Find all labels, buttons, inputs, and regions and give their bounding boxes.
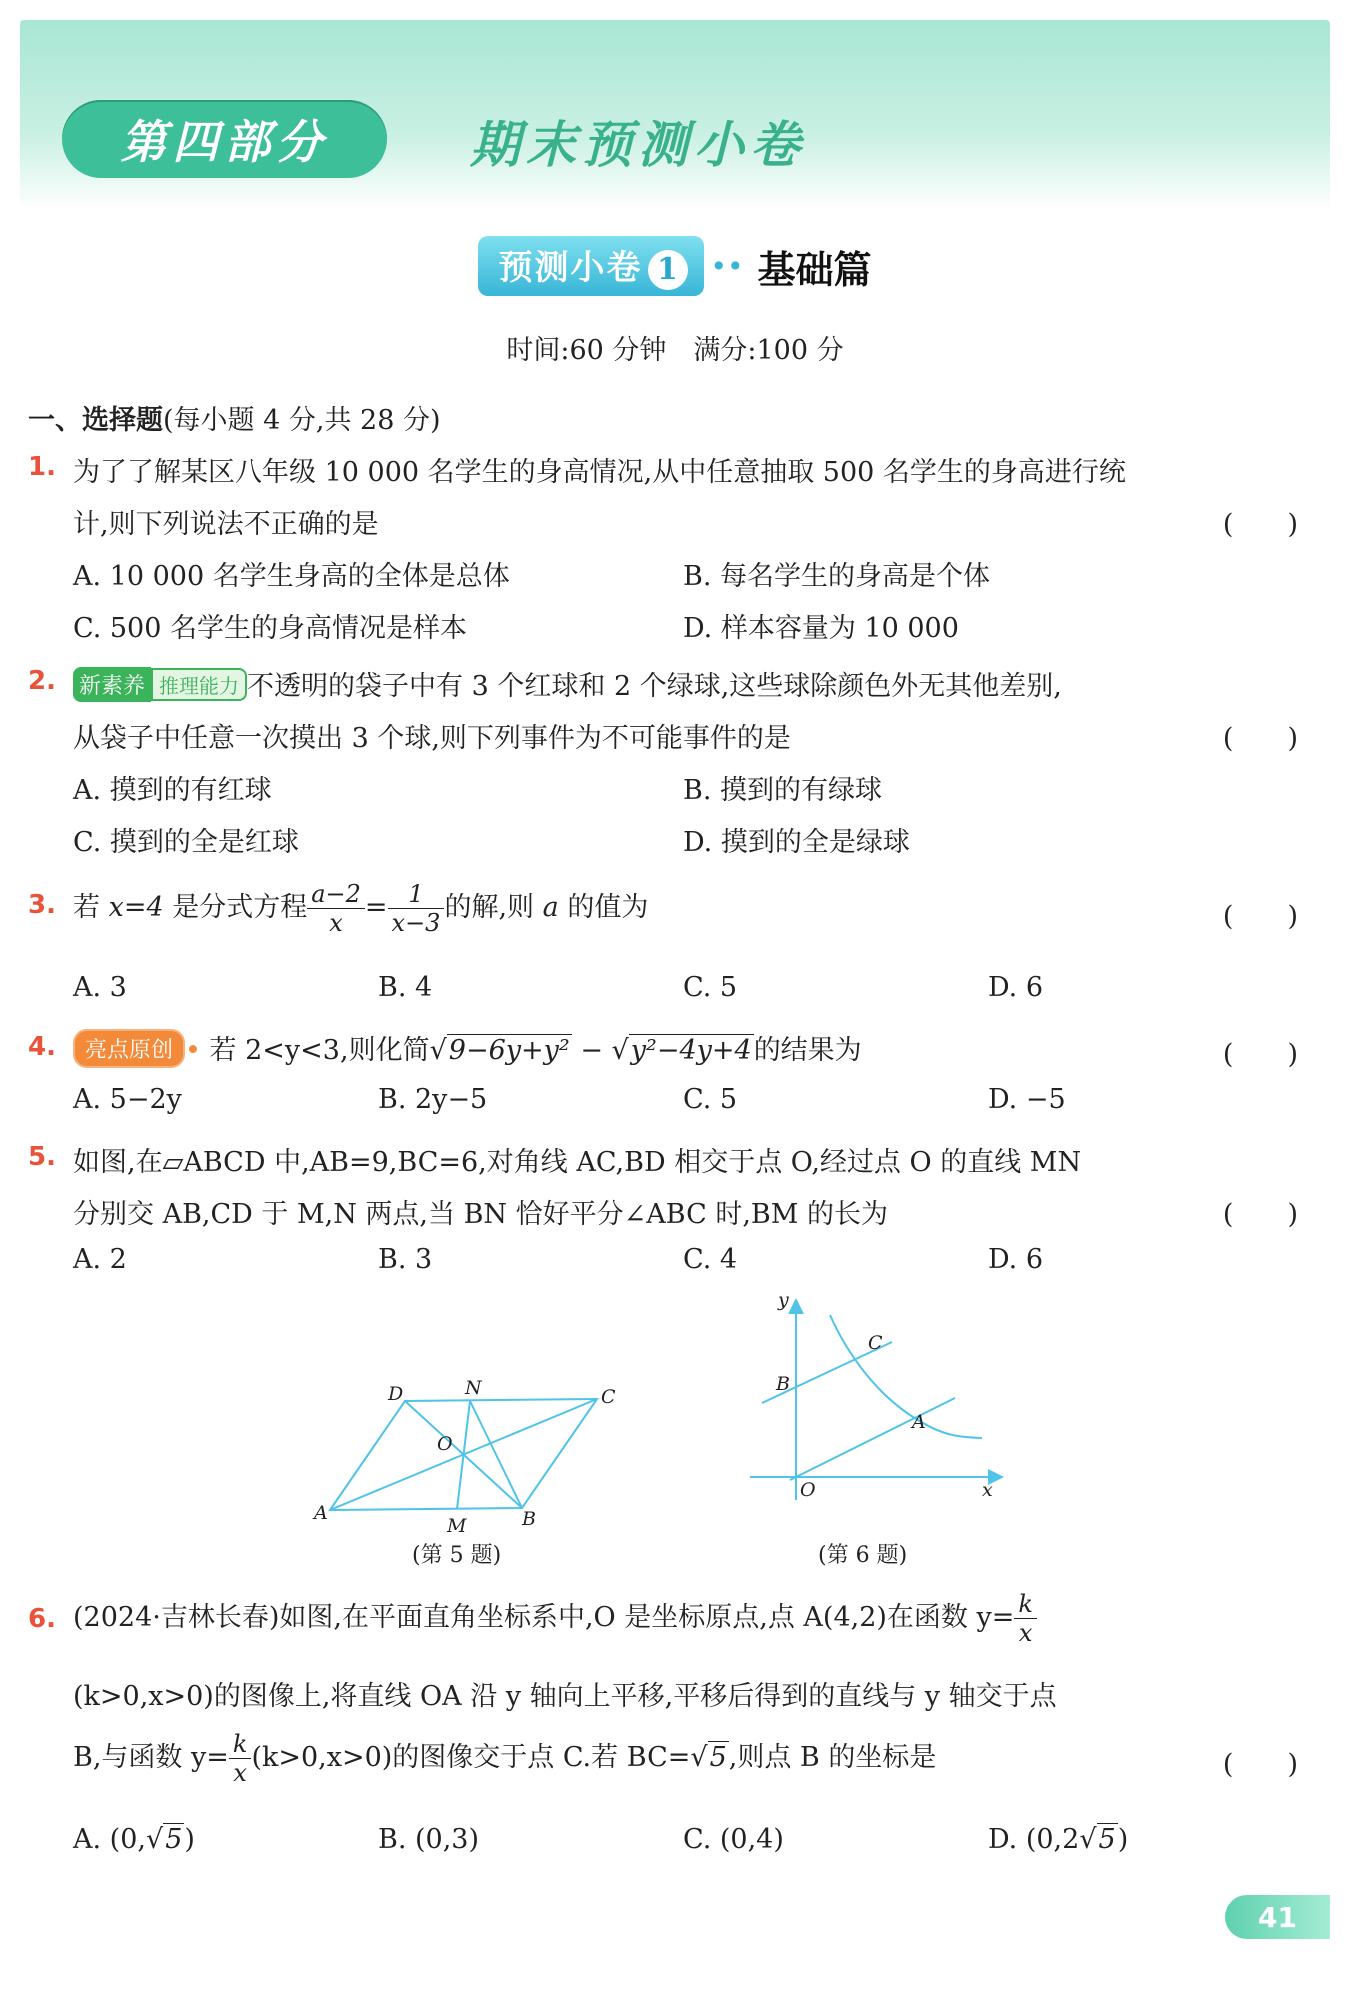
figure-5-lines [330,1399,597,1510]
question-4 [28,1028,1298,1128]
new-literacy-tag: 新素养 [73,667,151,702]
text: (2024·吉林长春)如图,在平面直角坐标系中,O 是坐标原点,点 A(4,2)在函数 y= [73,1602,1015,1633]
denominator: x [329,909,343,937]
question-number: 2. [28,666,56,696]
option-c[interactable]: C. (0,4) [683,1824,784,1855]
text: 若 [73,892,100,923]
question-text: 不透明的袋子中有 3 个红球和 2 个绿球,这些球除颜色外无其他差别, [247,671,1062,702]
text: ) [184,1824,195,1855]
question-number: 3. [28,890,56,920]
option-b[interactable]: B. 2y−5 [378,1084,488,1115]
answer-blank[interactable]: ( ) [1222,1039,1298,1070]
label-a: A [314,1502,328,1524]
label-a: A [912,1411,926,1433]
text: 的解,则 [444,892,535,923]
time-info: 时间:60 分钟 满分:100 分 [506,335,844,366]
line-mn [457,1401,470,1509]
question-text-line: 为了了解某区八年级 10 000 名学生的身高情况,从中任意抽取 500 名学生的身高进行统 [73,457,1126,488]
option-c[interactable]: C. 4 [683,1244,738,1275]
option-d[interactable]: D. 6 [988,972,1044,1003]
paper-number: 1 [648,250,688,290]
text: A. (0, [73,1824,146,1855]
option-a[interactable]: A. 10 000 名学生身高的全体是总体 [73,561,510,592]
option-c[interactable]: C. 500 名学生的身高情况是样本 [73,613,467,644]
figure-5-caption: (第 5 题) [412,1543,502,1568]
question-2 [28,664,1298,864]
question-text-line: 如图,在▱ABCD 中,AB=9,BC=6,对角线 AC,BD 相交于点 O,经过点 O 的直线 MN [73,1147,1082,1178]
tag-dot: • [185,1035,201,1066]
fraction [307,880,365,937]
figure-5-parallelogram [300,1370,630,1550]
part-label: 第四部分 [62,100,387,178]
text: 的结果为 [753,1035,862,1066]
question-5 [28,1140,1298,1290]
fraction-k-over-x [229,1730,252,1787]
option-c[interactable]: C. 5 [683,972,738,1003]
figure-6-caption: (第 6 题) [818,1543,908,1568]
question-1 [28,450,1298,650]
label-n: N [465,1377,482,1399]
section-title: 一、选择题 [28,405,163,436]
label-c: C [868,1332,883,1354]
question-number: 1. [28,452,56,482]
label-x: x [982,1479,993,1501]
text: B,与函数 y= [73,1742,229,1773]
option-b[interactable]: B. 每名学生的身高是个体 [683,561,991,592]
question-3 [28,880,1298,1003]
question-number: 4. [28,1032,56,1062]
label-m: M [447,1515,467,1537]
radicand: 5 [1098,1824,1116,1855]
numerator: k [1014,1590,1037,1619]
line-bn [470,1401,522,1508]
numerator: a−2 [307,880,365,909]
radicand: 5 [709,1742,727,1773]
option-b[interactable]: B. 摸到的有绿球 [683,775,883,806]
reasoning-tag: 推理能力 [151,668,247,701]
option-b[interactable]: B. 4 [378,972,433,1003]
label-y: y [778,1290,789,1311]
equals-sign: = [364,892,388,923]
page-number: 41 [1225,1895,1330,1939]
hyperbola-curve [830,1315,982,1438]
paper-heading [0,236,1350,296]
text: (k>0,x>0)的图像交于点 C.若 BC= [251,1742,691,1773]
label-o: O [437,1433,453,1455]
question-number: 5. [28,1142,56,1172]
dots-decoration: •• [710,249,744,283]
text: 是分式方程 [172,892,308,923]
text: 的值为 [567,892,649,923]
section-note: (每小题 4 分,共 28 分) [163,405,441,436]
option-d[interactable]: D. (0,2√5) [988,1824,1129,1855]
option-d[interactable]: D. −5 [988,1084,1066,1115]
option-d[interactable]: D. 样本容量为 10 000 [683,613,959,644]
condition: x=4 [108,892,164,923]
answer-blank[interactable]: ( ) [1222,1199,1298,1230]
question-text-line: 亮点原创 • 若 2<y<3,则化简√9−6y+y² − √y²−4y+4的结果为 [73,1028,862,1068]
question-text-line: (k>0,x>0)的图像上,将直线 OA 沿 y 轴向上平移,平移后得到的直线与 y 轴交于点 [73,1681,1057,1712]
option-a[interactable]: A. 3 [73,972,127,1003]
denominator: x [1018,1619,1033,1647]
answer-blank[interactable]: ( ) [1222,901,1298,932]
option-a[interactable]: A. 5−2y [73,1084,182,1115]
line-oa [790,1398,955,1480]
label-b: B [776,1373,790,1395]
option-a[interactable]: A. 摸到的有红球 [73,775,272,806]
option-c[interactable]: C. 摸到的全是红球 [73,827,299,858]
question-6 [28,1590,1298,1860]
paper-subtitle: 基础篇 [757,246,872,292]
question-text-line [73,664,1062,703]
minus-sign: − [580,1035,603,1066]
answer-blank[interactable]: ( ) [1222,1749,1298,1780]
part-title: 期末预测小卷 [470,116,806,174]
paper-label-badge [478,236,704,296]
option-a[interactable]: A. 2 [73,1244,127,1275]
numerator: k [229,1730,252,1759]
label-b: B [522,1508,536,1530]
question-text-line: 计,则下列说法不正确的是 [73,509,379,540]
fraction [388,880,445,937]
option-c[interactable]: C. 5 [683,1084,738,1115]
paper-label: 预测小卷 [498,248,643,288]
question-number: 6. [28,1604,56,1634]
denominator: x−3 [391,909,441,937]
label-d: D [388,1383,404,1405]
question-text-line [73,880,648,937]
text: D. (0,2 [988,1824,1080,1855]
section-heading [28,398,441,437]
answer-blank[interactable]: ( ) [1222,723,1298,754]
question-text-line: 分别交 AB,CD 于 M,N 两点,当 BN 恰好平分∠ABC 时,BM 的长为 [73,1199,888,1230]
question-text-line [73,1590,1037,1647]
option-d[interactable]: D. 摸到的全是绿球 [683,827,910,858]
label-c: C [601,1386,616,1408]
variable: a [542,892,559,923]
question-text-line: B,与函数 y= $\frac{k}{x}$ (k>0,x>0)的图像交于点 C.若 BC=√5,则点 B 的坐标是 [73,1730,937,1787]
radicand: y²−4y+4 [630,1035,752,1066]
numerator: 1 [388,880,445,909]
text: 若 2<y<3,则化简 [209,1035,430,1066]
option-a[interactable]: A. (0,√5) [73,1824,195,1855]
fraction-k-over-x [1014,1590,1037,1647]
answer-blank[interactable]: ( ) [1222,509,1298,540]
original-highlight-tag: 亮点原创 [73,1029,185,1068]
text: ) [1117,1824,1129,1855]
figure-6-coordinate-graph [740,1290,1020,1520]
option-b[interactable]: B. 3 [378,1244,433,1275]
radicand: 5 [165,1824,183,1855]
question-text-line: 从袋子中任意一次摸出 3 个球,则下列事件为不可能事件的是 [73,723,791,754]
option-b[interactable]: B. (0,3) [378,1824,480,1855]
option-d[interactable]: D. 6 [988,1244,1044,1275]
text: ,则点 B 的坐标是 [728,1742,937,1773]
label-o: O [800,1479,816,1501]
radicand: 9−6y+y² [448,1035,570,1066]
denominator: x [233,1759,247,1787]
